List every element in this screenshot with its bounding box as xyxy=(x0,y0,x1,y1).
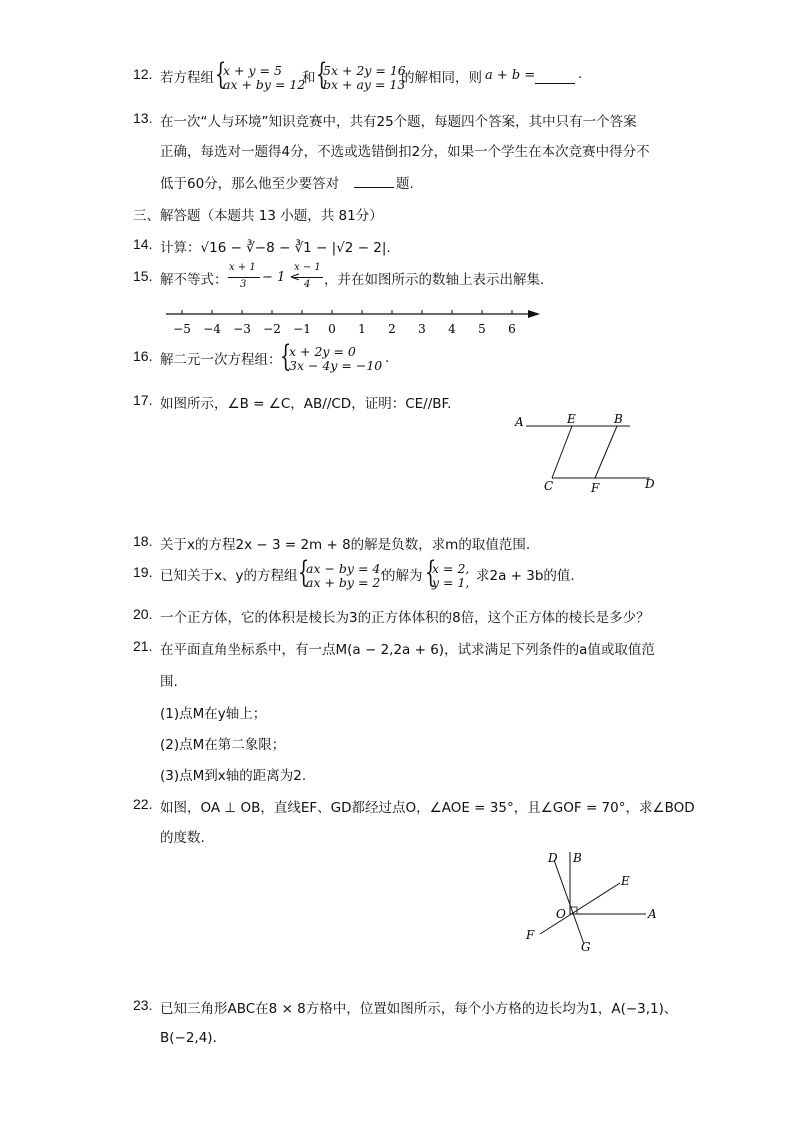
label-b: B xyxy=(573,851,582,865)
number-line-tick-label: 1 xyxy=(358,322,366,336)
q12-answer-blank xyxy=(535,82,575,84)
number-line-tick-label: 4 xyxy=(448,322,456,336)
section-3-heading: 三、解答题（本题共 13 小题，共 81分） xyxy=(133,208,383,224)
q21-number: 21. xyxy=(133,638,153,654)
q13-line-1: 在一次“人与环境”知识竞赛中，共有25个题，每题四个答案，其中只有一个答案 xyxy=(160,114,637,130)
q22-line-1: 如图，OA ⊥ OB，直线EF、GD都经过点O，∠AOE = 35°，且∠GOF = 70°，求∠BOD xyxy=(160,800,695,816)
q19-brace-2: { xyxy=(424,555,437,590)
q15-fraction-1-numerator: x + 1 xyxy=(229,262,256,273)
q22-number: 22. xyxy=(133,796,153,812)
q16-system-line-2: 3x − 4y = −10 xyxy=(289,358,383,373)
label-e: E xyxy=(621,874,630,888)
q21-line-2: 围. xyxy=(160,674,178,690)
number-line-tick-label: −3 xyxy=(233,322,251,336)
line-bf xyxy=(595,426,617,478)
label-d: D xyxy=(645,477,655,491)
q19-solution xyxy=(432,562,469,590)
q12-number: 12. xyxy=(133,66,153,82)
q15-fraction-2-bar xyxy=(293,277,323,278)
q19-system-line-2: ax + by = 2 xyxy=(306,575,381,590)
q16-end: . xyxy=(385,350,390,366)
q17-number: 17. xyxy=(133,392,153,408)
q19-tail: 求2a + 3b的值. xyxy=(476,568,575,584)
q16-system xyxy=(289,345,382,373)
q23-number: 23. xyxy=(133,997,153,1013)
q22-line-2: 的度数. xyxy=(160,830,205,846)
q13-number: 13. xyxy=(133,110,153,126)
number-line-tick-label: −2 xyxy=(263,322,281,336)
q21-line-1: 在平面直角坐标系中，有一点M(a − 2,2a + 6)，试求满足下列条件的a值或取值范 xyxy=(160,642,655,658)
q15-tail: ，并在如图所示的数轴上表示出解集. xyxy=(324,272,545,288)
q16-system-line-1: x + 2y = 0 xyxy=(289,344,356,359)
q12-system-1-line-1: x + y = 5 xyxy=(223,63,282,78)
q15-minus-one-less: − 1 < xyxy=(262,270,301,285)
label-c: C xyxy=(544,479,554,493)
q14-text: 计算：√16 − ∛−8 − ∛1 − |√2 − 2|. xyxy=(160,240,391,256)
number-line-tick-label: −1 xyxy=(293,322,311,336)
q12-system-2 xyxy=(323,64,406,92)
q20-text: 一个正方体，它的体积是棱长为3的正方体体积的8倍，这个正方体的棱长是多少？ xyxy=(160,610,650,626)
q17-figure xyxy=(510,410,670,500)
label-f: F xyxy=(526,928,535,942)
label-g: G xyxy=(581,940,591,954)
number-line xyxy=(160,302,550,342)
q15-lead: 解不等式： xyxy=(160,272,228,288)
label-a: A xyxy=(648,907,657,921)
number-line-tick-label: 6 xyxy=(508,322,516,336)
q21-part-2: (2)点M在第二象限； xyxy=(160,737,286,753)
q14-number: 14. xyxy=(133,236,153,252)
q12-system-1-line-2: ax + by = 12 xyxy=(223,77,306,92)
q19-lead: 已知关于x、y的方程组 xyxy=(160,568,298,584)
q13-line-3: 低于60分，那么他至少要答对 xyxy=(160,176,340,192)
q13-line-2: 正确，每选对一题得4分，不选或选错倒扣2分，如果一个学生在本次竞赛中得分不 xyxy=(160,144,650,160)
label-e: E xyxy=(567,412,576,426)
q19-number: 19. xyxy=(133,564,153,580)
q15-fraction-2-numerator: x − 1 xyxy=(294,262,321,273)
label-f: F xyxy=(591,481,600,495)
q12-brace-2: { xyxy=(315,57,328,92)
q16-number: 16. xyxy=(133,348,153,364)
q22-figure xyxy=(520,848,670,958)
q23-line-2: B(−2,4). xyxy=(160,1030,217,1046)
line-dg xyxy=(554,860,584,944)
q21-part-1: (1)点M在y轴上； xyxy=(160,706,267,722)
q20-number: 20. xyxy=(133,606,153,622)
number-line-tick-label: −4 xyxy=(203,322,221,336)
line-ef xyxy=(540,883,620,934)
q15-fraction-2-denominator: 4 xyxy=(304,279,311,290)
q12-system-2-line-1: 5x + 2y = 16 xyxy=(323,63,406,78)
number-line-tick-label: 2 xyxy=(388,322,396,336)
q23-line-1: 已知三角形ABC在8 × 8方格中，位置如图所示，每个小方格的边长均为1，A(−3,1)、 xyxy=(160,1001,678,1017)
q15-fraction-1-denominator: 3 xyxy=(240,279,247,290)
q17-text: 如图所示，∠B = ∠C，AB//CD，证明：CE//BF. xyxy=(160,396,452,412)
q18-number: 18. xyxy=(133,533,153,549)
number-line-arrow xyxy=(528,310,540,318)
q18-text: 关于x的方程2x − 3 = 2m + 8的解是负数，求m的取值范围. xyxy=(160,537,531,553)
line-ce xyxy=(552,426,572,478)
number-line-tick-label: 0 xyxy=(328,322,336,336)
q12-end: . xyxy=(578,66,583,82)
q19-brace-1: { xyxy=(297,555,310,590)
q13-line-3-end: 题. xyxy=(396,176,414,192)
q15-number: 15. xyxy=(133,268,153,284)
q12-after-text: 的解相同，则 xyxy=(401,70,482,86)
q19-system-line-1: ax − by = 4, xyxy=(306,561,385,576)
q13-answer-blank xyxy=(354,186,394,188)
number-line-tick-label: −5 xyxy=(173,322,191,336)
q12-brace-1: { xyxy=(214,57,227,92)
number-line-tick-label: 5 xyxy=(478,322,486,336)
label-a: A xyxy=(515,415,524,429)
q19-mid: 的解为 xyxy=(382,568,423,584)
q19-system xyxy=(306,562,384,590)
q12-expression: a + b = xyxy=(485,68,536,83)
q12-lead-text: 若方程组 xyxy=(160,70,214,86)
label-d: D xyxy=(548,851,558,865)
q12-system-2-line-2: bx + ay = 13 xyxy=(323,77,406,92)
q19-solution-line-2: y = 1, xyxy=(432,575,470,590)
q12-system-1 xyxy=(223,64,305,92)
q19-solution-line-1: x = 2, xyxy=(432,561,470,576)
q16-lead: 解二元一次方程组： xyxy=(160,352,282,368)
q21-part-3: (3)点M到x轴的距离为2. xyxy=(160,768,307,784)
number-line-tick-label: 3 xyxy=(418,322,426,336)
label-o: O xyxy=(556,907,566,921)
label-b: B xyxy=(614,412,623,426)
q12-and-text: 和 xyxy=(302,70,316,86)
q15-fraction-1-bar xyxy=(228,277,260,278)
q16-brace: { xyxy=(279,339,292,374)
